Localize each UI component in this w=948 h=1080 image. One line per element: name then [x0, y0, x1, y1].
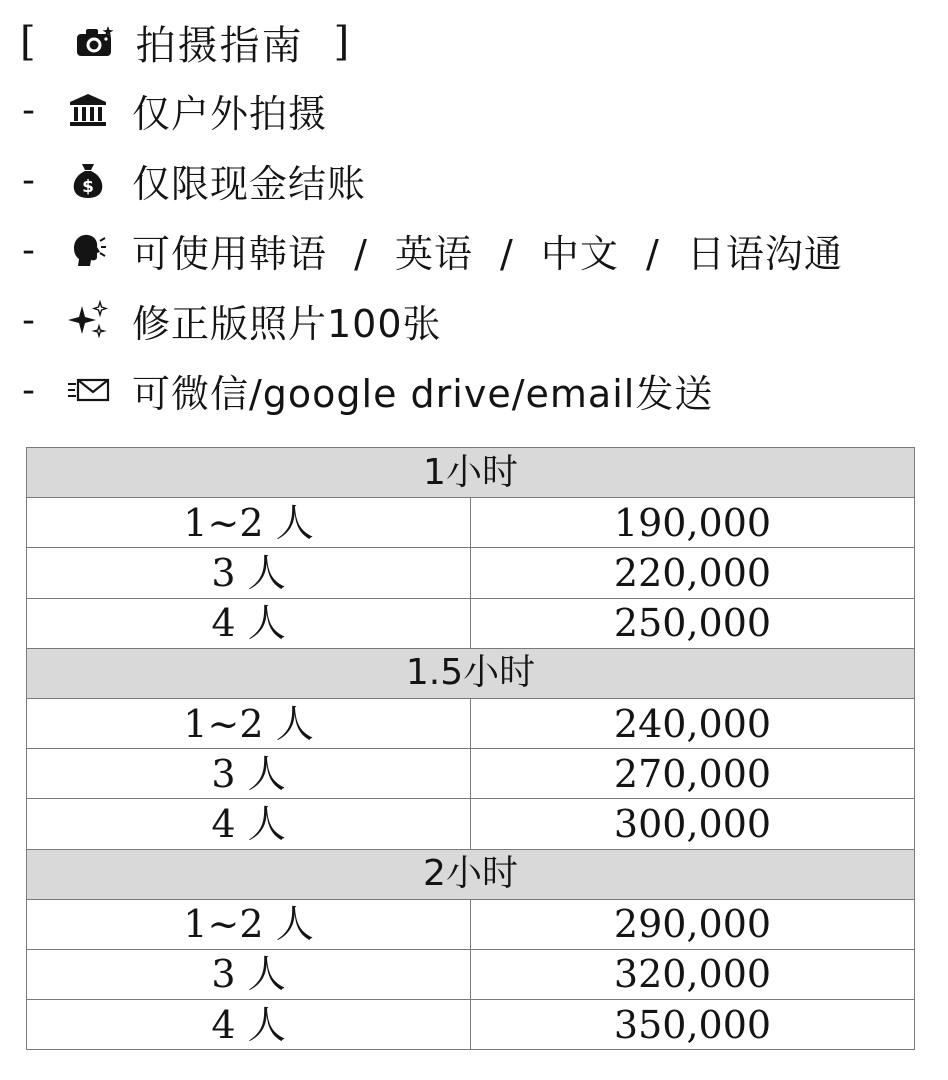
people-cell: 3 人: [27, 749, 471, 799]
bullet-dash: -: [22, 89, 35, 131]
duration-header-row: [27, 849, 915, 899]
table-row: [27, 548, 915, 598]
page-title: 拍摄指南: [135, 22, 304, 69]
bullet-text: 仅户外拍摄: [132, 91, 328, 136]
people-cell: 4 人: [27, 799, 471, 849]
people-cell: 3 人: [27, 949, 471, 999]
open-bracket: [: [20, 19, 36, 65]
duration-label: 2小时: [27, 849, 915, 899]
bullet-delivery: [22, 362, 713, 418]
price-cell: 300,000: [471, 799, 915, 849]
table-row: [27, 698, 915, 748]
bullet-dash: -: [22, 159, 35, 201]
svg-text:$: $: [82, 177, 94, 197]
duration-header-row: [27, 448, 915, 498]
table-row: [27, 749, 915, 799]
price-cell: 270,000: [471, 749, 915, 799]
people-cell: 4 人: [27, 598, 471, 648]
duration-label: 1小时: [27, 448, 915, 498]
close-bracket: ]: [333, 19, 350, 65]
bullet-text: 可微信/google drive/email发送: [132, 371, 714, 416]
bullet-retouched-photos: [22, 292, 442, 348]
price-cell: 350,000: [471, 1000, 915, 1050]
price-cell: 220,000: [471, 548, 915, 598]
price-cell: 290,000: [471, 899, 915, 949]
bullet-dash: -: [22, 299, 35, 341]
envelope-icon: [66, 368, 110, 412]
table-row: [27, 1000, 915, 1050]
people-cell: 4 人: [27, 1000, 471, 1050]
sparkles-icon: [66, 298, 110, 342]
table-row: [27, 799, 915, 849]
people-cell: 3 人: [27, 548, 471, 598]
speaking-head-icon: [66, 228, 110, 272]
bullet-outdoor-only: [22, 82, 327, 138]
bullet-text: 仅限现金结账: [132, 161, 367, 206]
people-cell: 1~2 人: [27, 899, 471, 949]
price-cell: 320,000: [471, 949, 915, 999]
bullet-text: 可使用韩语 / 英语 / 中文 / 日语沟通: [132, 231, 843, 276]
guide-header: [20, 14, 349, 70]
money-bag-icon: [66, 158, 110, 202]
bullet-dash: -: [22, 229, 35, 271]
price-cell: 240,000: [471, 698, 915, 748]
people-cell: 1~2 人: [27, 698, 471, 748]
bullet-languages: [22, 222, 843, 278]
camera-icon: [74, 21, 116, 63]
bullet-text: 修正版照片100张: [132, 301, 442, 346]
bank-building-icon: [66, 88, 110, 132]
table-row: [27, 949, 915, 999]
duration-label: 1.5小时: [27, 648, 915, 698]
price-cell: 190,000: [471, 498, 915, 548]
table-row: [27, 498, 915, 548]
table-row: [27, 899, 915, 949]
price-table: [26, 447, 915, 1050]
bullet-cash-only: [22, 152, 366, 208]
duration-header-row: [27, 648, 915, 698]
table-row: [27, 598, 915, 648]
people-cell: 1~2 人: [27, 498, 471, 548]
price-cell: 250,000: [471, 598, 915, 648]
bullet-dash: -: [22, 369, 35, 411]
